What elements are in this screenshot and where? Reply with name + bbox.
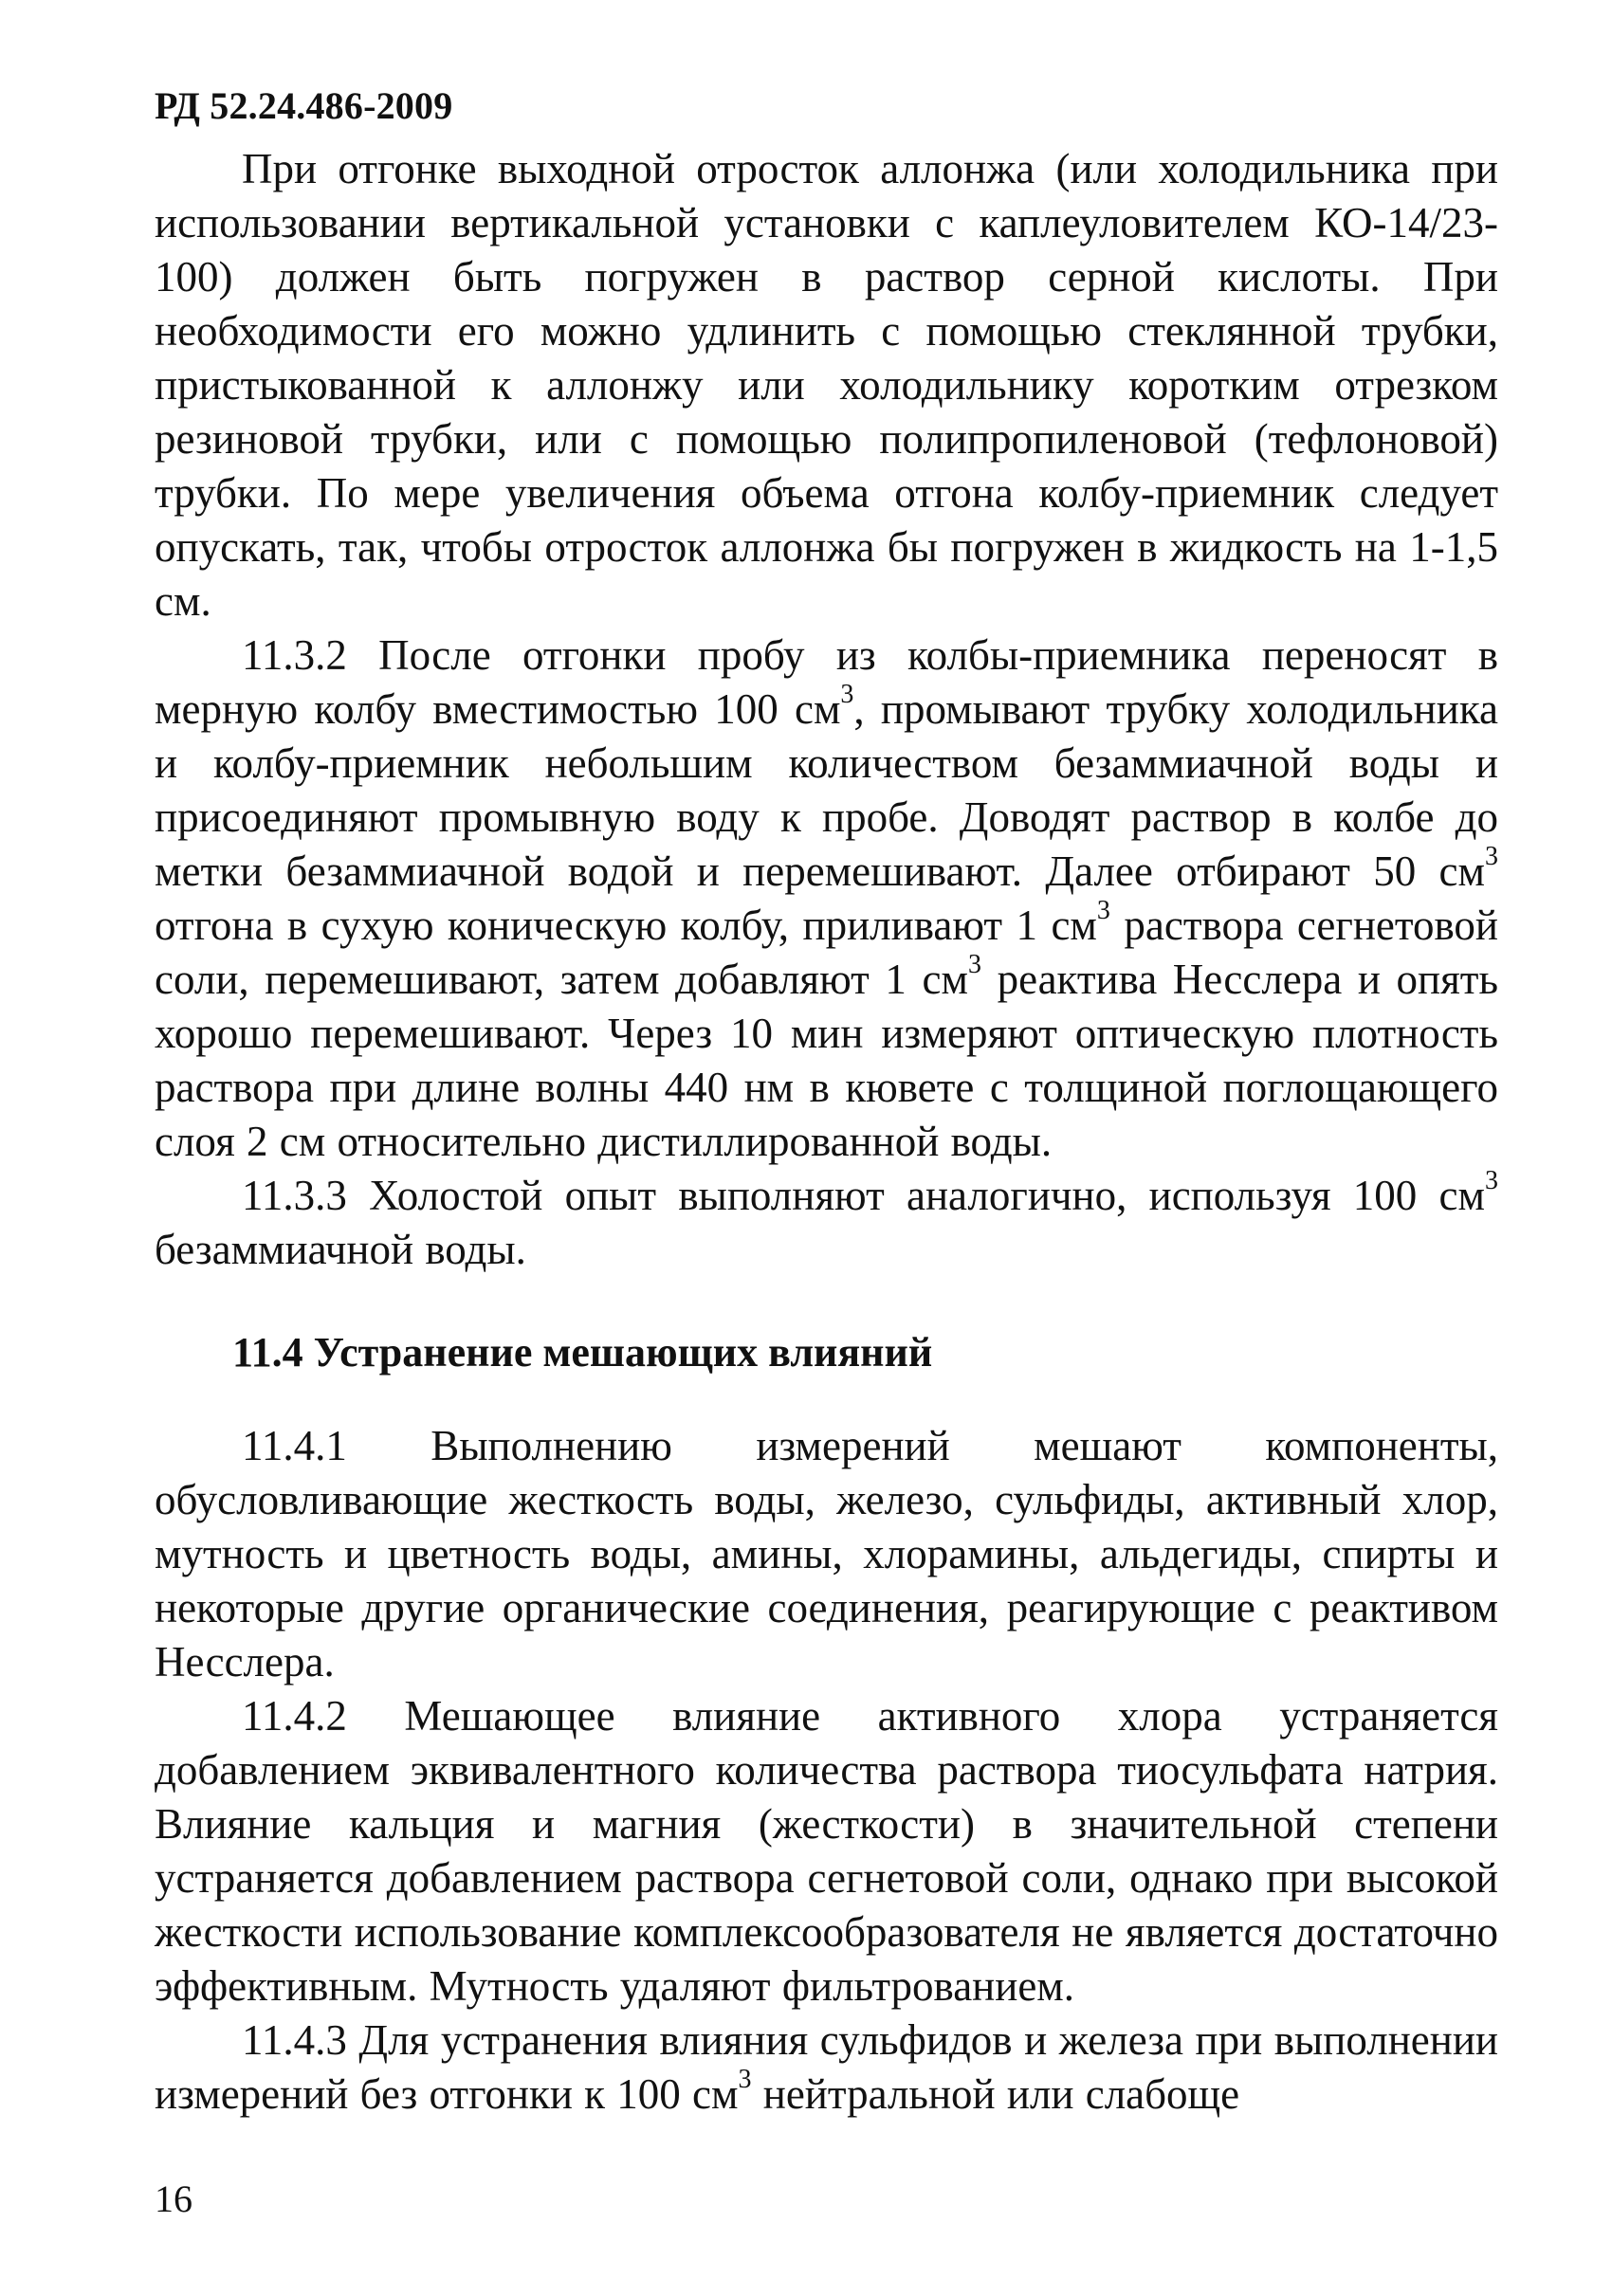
unit-superscript: 3	[967, 950, 981, 979]
page-number: 16	[155, 2178, 192, 2220]
paragraph-11-4-3	[155, 2014, 1498, 2122]
paragraph-11-3-2-part-b: , промывают трубку холодильника и колбу-приемник небольшим количеством безаммиачной воды и присоединяют промывную воду к пробе. Доводят раствор в колбе до метки безаммиачной водой и перемешивают. Далее отбирают 50 см	[155, 685, 1498, 895]
document-code-header: РД 52.24.486-2009	[155, 84, 453, 127]
section-heading-11-4: 11.4 Устранение мешающих влияний	[232, 1329, 933, 1376]
unit-superscript: 3	[1485, 842, 1498, 871]
paragraph-11-3-2-part-a: 11.3.2 После отгонки пробу из колбы-приемника переносят в мерную колбу вместимостью 100 см	[155, 631, 1498, 733]
paragraph-11-3-3-part-a: 11.3.3 Холостой опыт выполняют аналогично, используя 100 см	[242, 1172, 1485, 1219]
paragraph-11-3-2	[155, 629, 1498, 1169]
paragraph-11-3-2-part-d: раствора сегнетовой соли, перемешивают, затем добавляют 1 см	[155, 902, 1498, 1003]
paragraph-11-4-2: 11.4.2 Мешающее влияние активного хлора устраняется добавлением эквивалентного количества раствора тиосульфата натрия. Влияние кальция и магния (жесткости) в значительной степени устраняется добавлением раствора сегнетовой соли, однако при высокой жесткости использование комплексообразователя не является достаточно эффективным. Мутность удаляют фильтрованием.	[155, 1692, 1498, 2010]
paragraph-distillation-outlet: При отгонке выходной отросток аллонжа (или холодильника при использовании вертикальной установки с каплеуловителем КО-14/23-100) должен быть погружен в раствор серной кислоты. При необходимости его можно удлинить с помощью стеклянной трубки, пристыкованной к аллонжу или холодильнику коротким отрезком резиновой трубки, или с помощью полипропиленовой (тефлоновой) трубки. По мере увеличения объема отгона колбу-приемник следует опускать, так, чтобы отросток аллонжа бы погружен в жидкость на 1-1,5 см.	[155, 145, 1498, 625]
paragraph-11-3-3-part-b: безаммиачной воды.	[155, 1226, 526, 1273]
unit-superscript: 3	[738, 2065, 752, 2094]
paragraph-11-3-3	[155, 1166, 1498, 1277]
unit-superscript: 3	[1485, 1166, 1498, 1195]
paragraph-11-4-1: 11.4.1 Выполнению измерений мешают компоненты, обусловливающие жесткость воды, железо, сульфиды, активный хлор, мутность и цветность воды, амины, хлорамины, альдегиды, спирты и некоторые другие органические соединения, реагирующие с реактивом Несслера.	[155, 1422, 1498, 1686]
paragraph-11-4-3-part-a: 11.4.3 Для устранения влияния сульфидов и железа при выполнении измерений без отгонки к 100 см	[155, 2016, 1498, 2118]
unit-superscript: 3	[840, 680, 854, 709]
paragraph-11-3-2-part-c: отгона в сухую коническую колбу, приливают 1 см	[155, 902, 1097, 949]
paragraph-11-3-2-part-e: реактива Несслера и опять хорошо перемешивают. Через 10 мин измеряют оптическую плотность раствора при длине волны 440 нм в кювете с толщиной поглощающего слоя 2 см относительно дистиллированной воды.	[155, 956, 1498, 1165]
paragraph-11-4-3-part-b: нейтральной или слабоще	[751, 2070, 1240, 2118]
unit-superscript: 3	[1096, 896, 1110, 925]
